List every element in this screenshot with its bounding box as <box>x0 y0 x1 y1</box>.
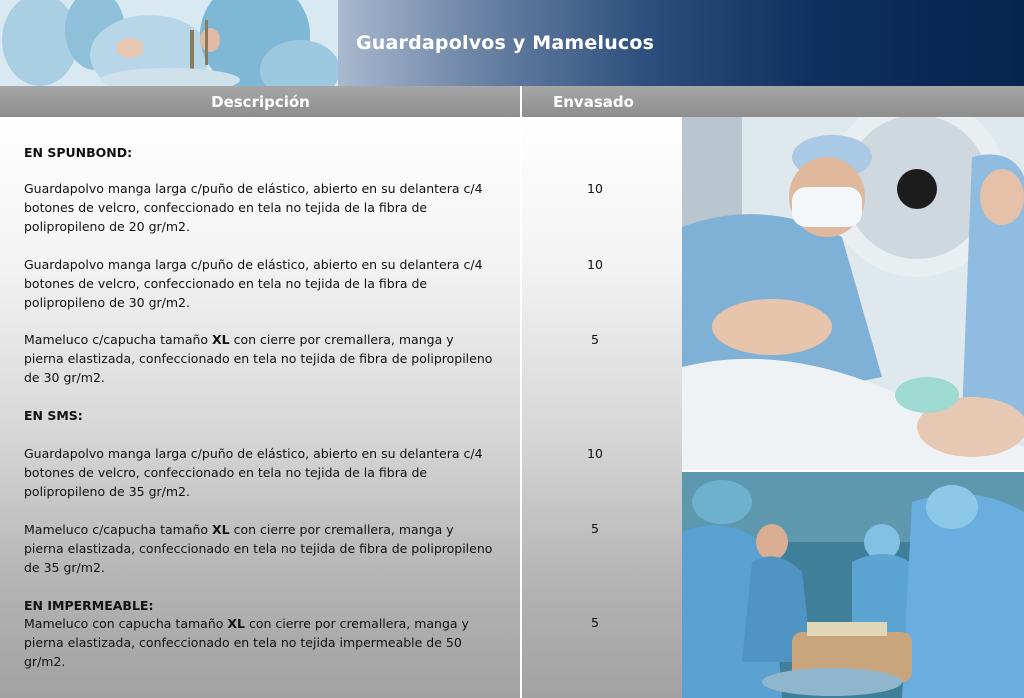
item-description-text: con cierre por cremallera, manga y pierna elastizada, confeccionado en tela no tejida impermeable de 50 gr/m2. <box>24 616 469 669</box>
item-description-text: Mameluco c/capucha tamaño <box>24 522 213 537</box>
surgeon-holding-hand-photo <box>682 117 1024 472</box>
item-packaging-qty: 10 <box>587 446 603 461</box>
page-title: Guardapolvos y Mamelucos <box>356 32 655 54</box>
size-label: XL <box>212 332 230 347</box>
item-description-text: con cierre por cremallera, manga y pierna elastizada, confeccionado en tela no tejida de fibra de polipropileno de 30 gr/m2. <box>24 332 493 385</box>
surgeons-illustration <box>0 0 338 86</box>
column-divider <box>520 117 522 698</box>
section-title-impermeable: EN IMPERMEABLE: <box>24 598 154 613</box>
header-title-band <box>338 0 1024 86</box>
product-table <box>0 117 682 698</box>
size-label: XL <box>227 616 245 631</box>
surgeon-patient-illustration <box>682 117 1024 472</box>
item-packaging-qty: 5 <box>591 521 599 536</box>
column-header-packaging: Envasado <box>553 93 634 111</box>
column-header-description: Descripción <box>211 93 310 111</box>
surgical-team-photo <box>682 472 1024 698</box>
item-description <box>24 330 494 387</box>
item-description: Guardapolvo manga larga c/puño de elástico, abierto en su delantera c/4 botones de velcro, confeccionado en tela no tejida de la fibra de polipropileno de 30 gr/m2. <box>24 257 483 310</box>
item-description: Guardapolvo manga larga c/puño de elástico, abierto en su delantera c/4 botones de velcro, confeccionado en tela no tejida de la fibra de polipropileno de 35 gr/m2. <box>24 446 483 499</box>
section-title-sms: EN SMS: <box>24 408 83 423</box>
item-description-text: Mameluco con capucha tamaño <box>24 616 228 631</box>
item-description: Guardapolvo manga larga c/puño de elástico, abierto en su delantera c/4 botones de velcro, confeccionado en tela no tejida de la fibra de polipropileno de 20 gr/m2. <box>24 181 483 234</box>
item-description-text: con cierre por cremallera, manga y pierna elastizada, confeccionado en tela no tejida de fibra de polipropileno de 35 gr/m2. <box>24 522 493 575</box>
header-surgeons-photo <box>0 0 338 86</box>
item-packaging-qty: 5 <box>591 615 599 630</box>
item-packaging-qty: 10 <box>587 181 603 196</box>
column-divider <box>520 86 522 117</box>
item-description <box>24 520 494 577</box>
size-label: XL <box>212 522 230 537</box>
page-header <box>0 0 1024 86</box>
item-description-text: Mameluco c/capucha tamaño <box>24 332 213 347</box>
section-title-spunbond: EN SPUNBOND: <box>24 145 133 160</box>
item-packaging-qty: 5 <box>591 332 599 347</box>
item-packaging-qty: 10 <box>587 257 603 272</box>
surgical-team-illustration <box>682 472 1024 698</box>
table-header-row <box>0 86 1024 117</box>
item-description <box>24 614 494 671</box>
